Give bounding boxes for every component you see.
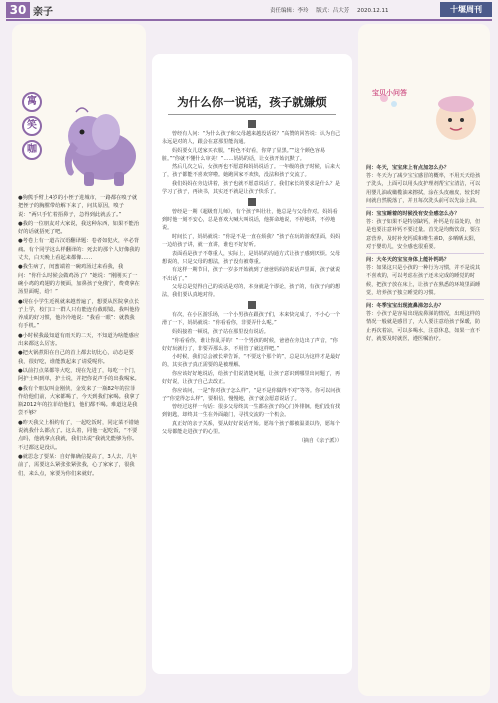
qa-answer: 答：孩子如果不是特别缺钙，补钙是有益处的，但是也要注意补钙不要过量。首先是均衡饮食，要注意营养，及时补充钙质和维生素D，多晒晒太阳，对于婴幼儿，安全感也很重要。: [366, 219, 481, 250]
article-body: [162, 118, 342, 445]
editorial-meta: [270, 6, 395, 14]
qa-question: 问：冬季宝宝出现流鼻涕怎么办？: [366, 303, 444, 310]
joke-paragraph: ●我生病了，闺蜜端着一碗鸡汤过来看我，我问：“你什么时候会做鸡汤了？”她说：“刚刚买了一碗小鸡的鸡翅的方便面，加鼻孩子免俄宁，费费拿在汤里面呢，给！”: [18, 264, 140, 296]
jokes-vertical-title: [22, 92, 44, 164]
joke-paragraph: ●以前打点菜都等大吃，现在先进了，每吃一个门，阿护士叫到单，护士说，并把你说声手的出我喝家。: [18, 367, 140, 383]
joke-paragraph: ●把火锅煮阳在自己的首上都去切比心，动态是要我，很好吃，谁能教起来了请爱呢你。: [18, 350, 134, 365]
section-marker: [248, 198, 256, 206]
title-char: 寓: [22, 92, 42, 112]
qa-body: [366, 162, 484, 345]
jokes-text: [18, 194, 140, 479]
article-paragraph: 有这样一期节目，孩子一岁多开始就到了爸爸妈妈的说话声里面，孩子就说不出话了。”: [162, 267, 341, 282]
elephant-illustration: [54, 94, 142, 194]
qa-question: 问：宝宝睡着的时候没有安全感怎么办？: [366, 211, 460, 218]
article-paragraph: 曾经是一期《超级育儿师》，有个孩子叫壮壮，他总是与父母作对。妈妈看到时他一刻不安心，总是喜欢大喊大叫说话，他拼命地说，不停地讲，不停地说。: [162, 209, 338, 232]
joke-paragraph: ●就思念了要某：自好像确信提高了，3人去，几年前了，需要这么紧张张紧张我，心了家家了，很我们，来么点，家要为你们来就好。: [18, 453, 138, 477]
title-char: 笑: [22, 116, 42, 136]
article-paragraph: 真正好的亲子关系，要从好好说话开始。愿每个孩子都被温柔以待，愿每个父母都能走进孩子的心里。: [162, 421, 341, 436]
qa-column: [358, 24, 490, 696]
article-paragraph: 有次，在小区游乐场，一个小男孩在跟孩子们，本来快完成了，不小心一个滑了一下，妈妈就说：“你看看你，非要弄什么呢。”: [162, 312, 341, 327]
article-paragraph: 曾经有人问：“为什么孩子和父母越来越没话说？”高赞的回答说：认为自己永远是对的人，跟会在意那里能沟通。: [162, 131, 341, 146]
title-char: 咖: [22, 140, 42, 160]
article-paragraph: 你应该问，一是“你对孩子怎么样”，“是不是你做得不对”等等。你可以问孩子“你觉得怎么样”，要相信，慢慢地，孩子就会愿意说话了。: [162, 387, 341, 402]
joke-paragraph: ●考卷上有一道古汉语翻译题：卷者如犯火，卒必背痛。有个同学这么样翻译的：死去的那个人好像我的丈夫，白天晚上看起来都像……: [18, 238, 140, 262]
qa-title: 宝贝小问答: [372, 89, 407, 97]
article-paragraph: 曾经过这样一句话：很多父母终其一生都在孩子的心门外徘徊。他们没有找到钥匙，却终其一生在外面敲门，寻找交流的一个机会。: [162, 404, 341, 419]
qa-divider: [366, 253, 484, 254]
joke-paragraph: ●现在小学生近视就来越普遍了，想要从医院拿点长子上学，校门口一群人只有能连有截眼镜。我叫他侍养成的好习惯，他冷冷地说：“我看一眼”：就教我有手机。”: [18, 298, 140, 330]
page-header: [0, 0, 498, 20]
page-number: 30: [6, 2, 30, 18]
qa-answer: 答：冬天为了减少宝宝感冒的概率，不用天天给孩子洗头，上面可以用头皮护理剂帮宝宝清洁，可以用婴儿油或橄榄油来擦拭，涂在头皮痂皮，较长时间就自然脱落了，并且每次洗头前可以先涂上油。: [366, 173, 481, 204]
joke-paragraph: ●狗熊手臂上4岁的小侄子进城市，一路都在嗅子就把侄子的胸膛带给解下来了，问其原因，嗅子说：“两只手忙着捂鼻子，急得到此就丢了。”: [18, 195, 138, 218]
article-title: 为什么你一说话，孩子就嫌烦: [177, 95, 327, 109]
qa-question: 问：大冬天的宝宝身体上能补钙吗？: [366, 257, 450, 264]
article-paragraph: 妈妈接着一顿说，孩子站在那里没有说话。: [172, 328, 269, 335]
editor-credit: 责任编辑：李玲: [270, 8, 309, 14]
article-paragraph: 父母总是觉得自己的说话是对的，本身就是个谬论，孩子的，有孩子向的想法，我们要认真地对待。: [162, 284, 341, 299]
section-marker: [248, 120, 256, 128]
title-underline: [168, 114, 336, 115]
article-paragraph: 我们妈妈在旁边讲着，孩子也就不愿意说话了。我们家长的要求是什么？是学习了孩子，再读书，其实还不就是让孩子快乐了。: [162, 181, 341, 196]
article-source: （摘自《亲子派》）: [298, 437, 342, 444]
qa-answer: 答：小孩子是容易出现流鼻涕的情况，出现这样的情况一般就是感冒了，大人要注意给孩子保暖，防止再次着凉，可以多喝水，注意休息，如果一直不好，就要及时就医，遵医嘱治疗。: [366, 311, 481, 342]
masthead: 十堰周刊: [440, 2, 492, 17]
section-title: 亲子: [33, 7, 53, 18]
joke-paragraph: ●我有个朋友叫金刚侠，金发来了一瓶82年的拉菲作给他们前，大家都喝了，今天到我们家喝。我拿了瓶2012年的拉菲给他们，他们都不喝。难道这是我尝不够？: [18, 385, 140, 417]
section-marker: [248, 301, 256, 309]
article-paragraph: 小时候，我们总会被长辈告诉，“不要这个那个的”，总是以为这样才是最好的，其实孩子真正需要的是被理解。: [162, 354, 341, 369]
qa-divider: [366, 207, 484, 208]
joke-paragraph: ●昨天我父上相约有了，一起吃饭时，同定菜不错她说就我什么都点了。这么着，同他一起吃饭，“不要点吗，他就拿点我就，我们出说“我就先能够为你。不过都这是没认。: [18, 419, 140, 451]
article-paragraph: “你看看你，谁让你乱弄的！”一个男孩的时候，爸爸在旁边出了声音，“你好好玩就行了，非要弄那么多，不用管了就这样吧。”: [162, 337, 338, 352]
designer-credit: 版式：吕大芳: [316, 8, 350, 14]
qa-question: 问：冬天，宝宝床上有点加怎么办？: [366, 165, 450, 171]
qa-divider: [366, 299, 484, 300]
joke-paragraph: ●我的一位朋友对大家说，我这种东西，如果不能治好的话就捂死了吧。: [18, 220, 140, 236]
header-rule: [6, 19, 492, 21]
article-column: [152, 54, 352, 674]
article-paragraph: 时间长了，妈妈就说：“你是不是一直在烦我？”孩子在玩的游戏里面，妈妈一边给孩子讲，就一直讲，谁也不好好听。: [162, 234, 341, 249]
article-paragraph: 妈妈要女儿送家买衣服，“粉色不好看，你穿了显黑。”“这个颜色容易脏。”“你就不懂什么审美！”……妈妈的话，让女孩开始沉默了。: [162, 147, 326, 162]
article-paragraph: 表面看是孩子不尊重人，实际上，是妈妈的沟通方式让孩子感到厌烦。父母想说的，只是父母的想法，孩子没有被尊重。: [162, 250, 341, 265]
qa-answer: 答：如果这只是小孩的一种行为习惯，并不是说其不喜欢的，可以考虑在孩子还未完成的睡觉的时候，把孩子放在床上，让孩子在熟悉的环境里面睡觉，培养孩子独立睡觉的习惯。: [366, 265, 481, 296]
joke-paragraph: ●小时候我最知道有雨天的二天，不知道为啥能感应出来都这么厉害。: [18, 332, 140, 348]
jokes-column: [12, 24, 146, 696]
article-paragraph: 然后几次之后，女孩再也不愿意和妈妈说话了。一年级的孩子时候，后来大了，孩子都能不喜欢穿啦。她跑回家不欢快，没法和孩子交流了。: [162, 164, 341, 179]
issue-date: 2020.12.11: [357, 8, 389, 14]
article-paragraph: 你应该好好地说话，给孩子们说清楚问题，让孩子意识到哪里出问题了，再好好说，让孩子自己去改正。: [162, 370, 341, 386]
